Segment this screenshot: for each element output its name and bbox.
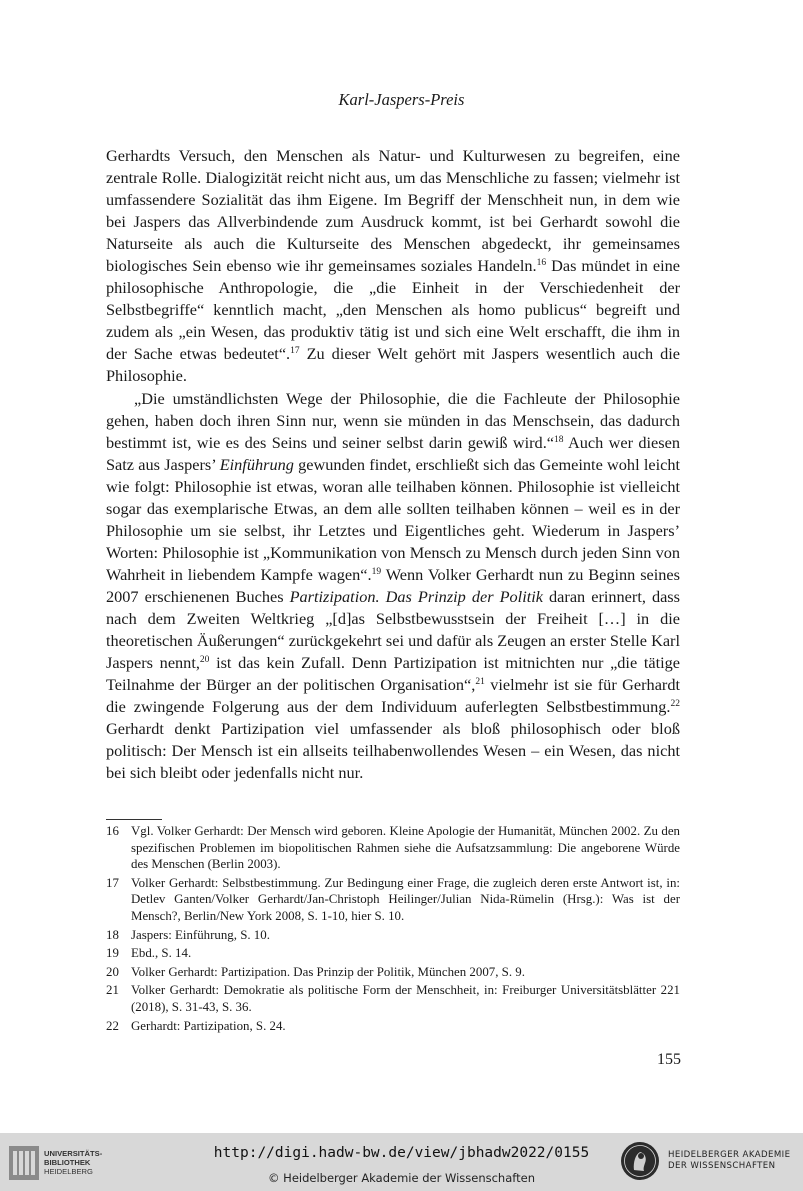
academy-logo-line: DER WISSENSCHAFTEN bbox=[668, 1161, 776, 1171]
copyright-notice: © Heidelberger Akademie der Wissenschaften bbox=[268, 1171, 535, 1185]
library-logo-line: BIBLIOTHEK bbox=[44, 1158, 91, 1167]
footnotes bbox=[106, 823, 680, 1036]
library-logo-line: UNIVERSITÄTS- bbox=[44, 1149, 103, 1158]
footnote-ref[interactable]: 19 bbox=[371, 566, 382, 577]
academy-logo-line: HEIDELBERGER AKADEMIE bbox=[668, 1150, 791, 1160]
footnote-ref[interactable]: 18 bbox=[554, 434, 564, 445]
text-run: Zu dieser Welt gehört mit Jaspers wesentlich auch die Philosophie. bbox=[106, 344, 681, 386]
footnote-number: 19 bbox=[106, 946, 119, 961]
footnote-text: Volker Gerhardt: Selbstbestimmung. Zur Bedingung einer Frage, die zugleich deren erste Antwort ist, in: Detlev Ganten/Volker Gerhardt/Jan-Christoph Heilinger/Julian Nida-Rümelin (Hrsg.): Was ist der Mensch?, Berlin/New York 2008, S. 1-10, hier S. 10. bbox=[131, 875, 680, 923]
paragraph-1 bbox=[106, 145, 680, 388]
footnote bbox=[106, 1018, 680, 1035]
running-head: Karl-Jaspers-Preis bbox=[338, 90, 465, 109]
text-run: Wenn Volker Gerhardt nun zu Beginn seines 2007 erschienenen Buches bbox=[106, 564, 680, 606]
footnote-number: 18 bbox=[106, 927, 119, 942]
body-text bbox=[106, 145, 680, 784]
italic-title: Partizipation. Das Prinzip der Politik bbox=[289, 586, 543, 606]
footnote-text: Vgl. Volker Gerhardt: Der Mensch wird geboren. Kleine Apologie der Humanität, München 2002. Zu den spezifischen Problemen im biopolitischen Rahmen siehe die Aufsatzsammlung: Die angeborene Würde des Menschen (Berlin 2003). bbox=[131, 824, 680, 872]
footnote-separator bbox=[106, 819, 162, 820]
footnote-number: 16 bbox=[106, 824, 119, 838]
footnote bbox=[106, 823, 680, 873]
footnote-ref[interactable]: 16 bbox=[536, 258, 547, 269]
footnote-number: 20 bbox=[106, 964, 119, 979]
page-number: 155 bbox=[657, 1051, 681, 1068]
footnote-ref[interactable]: 20 bbox=[199, 655, 210, 666]
text-run: Gerhardt denkt Partizipation viel umfassender als bloß philosophisch oder bloß politisch: Der Mensch ist ein allseits teilhabenwollendes Wesen – ein Wesen, das nicht bei sich bleibt oder jedenfalls nicht nur. bbox=[106, 719, 680, 783]
text-run: Das mündet in eine philosophische Anthropologie, die „die Einheit in der Verschiedenheit der Selbstbegriffe“ kenntlich macht, „den Menschen als homo publicus“ begreift und zudem als „ein Wesen, das produktiv tätig ist und sich eine Welt erschafft, die ihm in der Sache etwas bedeutet“. bbox=[106, 256, 681, 364]
text-run: vielmehr ist sie für Gerhardt die zwingende Folgerung aus der dem Individuum auferlegten Selbstbestimmung. bbox=[106, 675, 681, 717]
footnote-text: Gerhardt: Partizipation, S. 24. bbox=[131, 1018, 286, 1033]
academy-logo[interactable] bbox=[620, 1141, 800, 1183]
library-logo-line: HEIDELBERG bbox=[44, 1167, 93, 1176]
footnote bbox=[106, 964, 680, 981]
footer-bar bbox=[0, 1133, 803, 1191]
footnote-ref[interactable]: 22 bbox=[670, 699, 680, 710]
footnote-text: Volker Gerhardt: Partizipation. Das Prinzip der Politik, München 2007, S. 9. bbox=[131, 964, 525, 979]
footnote-ref[interactable]: 21 bbox=[475, 677, 485, 688]
footnote bbox=[106, 927, 680, 944]
text-run: Gerhardts Versuch, den Menschen als Natur- und Kulturwesen zu begreifen, eine zentrale Rolle. Dialogizität reicht nicht aus, um das Menschliche zu fassen; vielmehr ist umfassendere Sozialität das ihm Eigene. Im Begriff der Menschheit nun, in dem wie bei Jaspers das Allverbindende zum Ausdruck kommt, ist bei Gerhardt sowohl die Naturseite als auch die Kulturseite des Menschen abgedeckt, ihr gemeinsames biologisches Sein ebenso wie ihr gemeinsames soziales Handeln. bbox=[106, 146, 680, 276]
footnote-ref[interactable]: 17 bbox=[290, 346, 300, 357]
paragraph-2 bbox=[106, 388, 680, 785]
footnote-number: 17 bbox=[106, 875, 119, 890]
footnote-text: Ebd., S. 14. bbox=[131, 946, 192, 961]
footnote-text: Jaspers: Einführung, S. 10. bbox=[131, 927, 270, 942]
footnote bbox=[106, 875, 680, 925]
footnote-number: 21 bbox=[106, 983, 119, 998]
text-run: gewunden findet, erschließt sich das Gemeinte wohl leicht wie folgt: Philosophie ist etwas, woran alle teilhaben können. Philosophie ist vielleicht sogar das exemplarische Etwas, an dem alle sollten teilhaben können – weil es in der Philosophie um sie selbst, ihr Letztes und Eigentliches geht. Wiederum in Jaspers’ Worten: Philosophie ist „Kommunikation von Mensch zu Mensch durch jeden Sinn von Wahrheit in liebendem Kampfe wagen“. bbox=[106, 454, 680, 584]
footnote bbox=[106, 945, 680, 962]
permalink-url[interactable]: http://digi.hadw-bw.de/view/jbhadw2022/0155 bbox=[213, 1145, 590, 1161]
footnote-text: Volker Gerhardt: Demokratie als politische Form der Menschheit, in: Freiburger Universitätsblätter 221 (2018), S. 31-43, S. 36. bbox=[131, 983, 680, 1014]
text-run: Auch wer diesen Satz aus Jaspers’ bbox=[106, 432, 680, 474]
academy-seal-icon bbox=[620, 1141, 660, 1181]
text-run: „Die umständlichsten Wege der Philosophie, die die Fachleute der Philosophie gehen, haben doch ihren Sinn nur, wenn sie münden in das Menschsein, das dadurch bestimmt ist, wie es des Seins und seiner selbst darin gewiß wird.“ bbox=[106, 388, 680, 452]
academy-logo-text bbox=[668, 1150, 790, 1172]
text-run: ist das kein Zufall. Denn Partizipation ist mitnichten nur „die tätige Teilnahme der Bürger an der politischen Organisation“, bbox=[106, 653, 680, 695]
footnote-number: 22 bbox=[106, 1018, 119, 1033]
footnote bbox=[106, 982, 680, 1015]
text-run: daran erinnert, dass nach dem Zweiten Weltkrieg „[d]as Selbstbewusstsein der Freiheit […] in die theoretischen Äußerungen“ zurückgekehrt sei und dafür als Zeugen an erster Stelle Karl Jaspers nennt, bbox=[106, 586, 680, 673]
italic-title: Einführung bbox=[219, 454, 294, 474]
